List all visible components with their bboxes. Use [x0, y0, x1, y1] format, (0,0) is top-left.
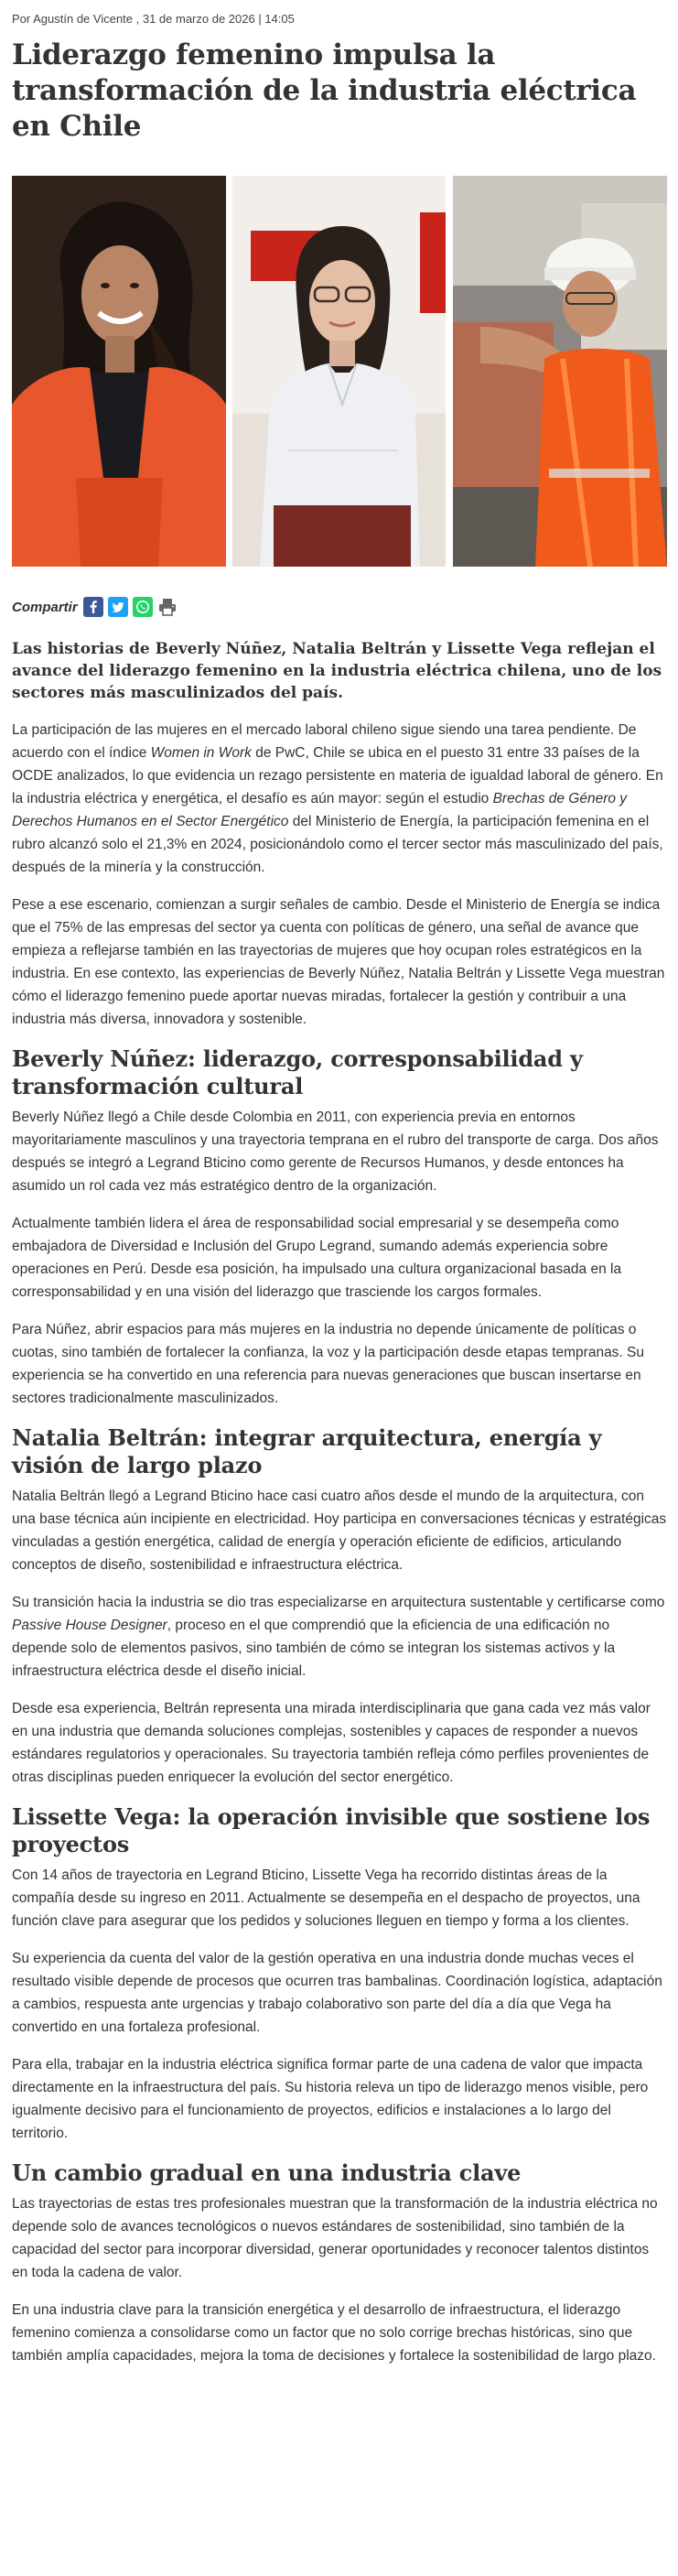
natalia-paragraph-2: Su transición hacia la industria se dio tras especializarse en arquitectura sustentable y certificarse como Passive House Designer, proceso en el que comprendió que la eficiencia de una edificación no depende solo de elementos pasivos, sino también de cómo se integran los sistemas activos y la infraestructura eléctrica desde el diseño inicial.: [12, 1595, 665, 1679]
natalia-paragraph-3: Desde esa experiencia, Beltrán representa una mirada interdisciplinaria que gana cada vez más valor en una industria que demanda soluciones complejas, sostenibles y capaces de responder a nuevos estándares regulatorios y operacionales. Su trayectoria también refleja cómo perfiles provenientes de otras disciplinas pueden enriquecer la evolución del sector energético.: [12, 1701, 651, 1785]
photo-natalia-image: [232, 176, 446, 567]
print-icon[interactable]: [157, 597, 178, 617]
photo-lissette-vega: [453, 176, 667, 567]
emphasis-women-in-work: Women in Work: [150, 745, 252, 761]
article: [12, 0, 667, 2364]
beverly-paragraph-1: Beverly Núñez llegó a Chile desde Colombia en 2011, con experiencia previa en entornos mayoritariamente masculinos y una trayectoria temprana en el rubro del transporte de carga. Dos años después se integró a Legrand Bticino como gerente de Recursos Humanos, y desde entonces ha asumido un rol cada vez más estratégico dentro de la organización.: [12, 1109, 659, 1194]
facebook-icon[interactable]: [83, 597, 103, 617]
article-byline: Por Agustín de Vicente , 31 de marzo de 2026 | 14:05: [12, 12, 295, 26]
beverly-paragraph-2: Actualmente también lidera el área de responsabilidad social empresarial y se desempeña como embajadora de Diversidad e Inclusión del Grupo Legrand, sumando además experiencia sobre operaciones en Perú. Desde esa posición, ha impulsado una cultura organizacional basada en la corresponsabilidad y en una visión del liderazgo que trasciende los cargos formales.: [12, 1216, 622, 1300]
share-label: Compartir: [12, 599, 78, 615]
beverly-paragraph-3: Para Núñez, abrir espacios para más mujeres en la industria no depende únicamente de políticas o cuotas, sino también de fortalecer la confianza, la voz y la participación desde etapas tempranas. Su experiencia se ha convertido en una referencia para nuevas generaciones que buscan insertarse en sectores tradicionalmente masculinizados.: [12, 1322, 645, 1406]
photo-lissette-image: [453, 176, 667, 567]
natalia-paragraph-1: Natalia Beltrán llegó a Legrand Bticino hace casi cuatro años desde el mundo de la arquitectura, con una base técnica aún incipiente en electricidad. Hoy participa en conversaciones técnicas y estratégicas vinculadas a gestión energética, calidad de energía y operación eficiente de edificios, articulando conceptos de diseño, sostenibilidad e infraestructura eléctrica.: [12, 1488, 667, 1573]
cambio-paragraph-2: En una industria clave para la transición energética y el desarrollo de infraestructura, el liderazgo femenino comienza a consolidarse como un factor que no solo corrige brechas históricas, sino que también amplía capacidades, mejora la toma de decisiones y fortalece la sostenibilidad de largo plazo.: [12, 2302, 656, 2364]
emphasis-passive-house: Passive House Designer: [12, 1618, 167, 1633]
twitter-icon[interactable]: [108, 597, 128, 617]
cambio-paragraph-1: Las trayectorias de estas tres profesionales muestran que la transformación de la industria eléctrica no depende solo de avances tecnológicos o nuevos estándares de sostenibilidad, sino también de la capacidad del sector para incorporar diversidad, generar oportunidades y reconocer talentos distintos en toda la cadena de valor.: [12, 2196, 658, 2280]
emphasis-study-title: Brechas de Género y Derechos Humanos en el Sector Energético: [12, 791, 628, 829]
photo-collage: [12, 176, 667, 567]
lissette-paragraph-3: Para ella, trabajar en la industria eléctrica significa formar parte de una cadena de valor que impacta directamente en la infraestructura del país. Su historia releva un tipo de liderazgo menos visible, pero igualmente decisivo para el funcionamiento de proyectos, edificios e instalaciones a lo largo del territorio.: [12, 2057, 649, 2141]
section-heading-lissette: Lissette Vega: la operación invisible que sostiene los proyectos: [12, 1803, 651, 1857]
section-heading-beverly: Beverly Núñez: liderazgo, corresponsabilidad y transformación cultural: [12, 1045, 583, 1099]
share-bar: [12, 596, 182, 618]
lissette-paragraph-2: Su experiencia da cuenta del valor de la gestión operativa en una industria donde muchas veces el resultado visible depende de procesos que ocurren tras bambalinas. Coordinación logística, adaptación a cambios, respuesta ante urgencias y trabajo colaborativo son parte del día a día que Vega ha convertido en una fortaleza profesional.: [12, 1951, 662, 2035]
photo-natalia-beltran: [232, 176, 446, 567]
section-heading-cambio: Un cambio gradual en una industria clave: [12, 2159, 522, 2186]
intro-paragraph-1: La participación de las mujeres en el mercado laboral chileno sigue siendo una tarea pendiente. De acuerdo con el índice Women in Work de PwC, Chile se ubica en el puesto 31 entre 33 países de la OCDE analizados, lo que evidencia un rezago persistente en materia de igualdad laboral de género. En la industria eléctrica y energética, el desafío es aún mayor: según el estudio Brechas de Género y Derechos Humanos en el Sector Energético del Ministerio de Energía, la participación femenina en el rubro alcanzó solo el 21,3% en 2024, posicionándolo como el tercer sector más masculinizado del país, después de la minería y la construcción.: [12, 722, 663, 875]
photo-beverly-image: [12, 176, 226, 567]
whatsapp-icon[interactable]: [133, 597, 153, 617]
article-title: Liderazgo femenino impulsa la transformación de la industria eléctrica en Chile: [12, 38, 637, 143]
photo-beverly-nunez: [12, 176, 226, 567]
article-body: [12, 638, 667, 2382]
article-lead: Las historias de Beverly Núñez, Natalia Beltrán y Lissette Vega reflejan el avance del liderazgo femenino en la industria eléctrica chilena, uno de los sectores más masculinizados del país.: [12, 640, 662, 702]
intro-paragraph-2: Pese a ese escenario, comienzan a surgir señales de cambio. Desde el Ministerio de Energía se indica que el 75% de las empresas del sector ya cuenta con políticas de género, una señal de avance que empieza a reflejarse también en las trayectorias de mujeres que hoy ocupan roles estratégicos en la industria. En ese contexto, las experiencias de Beverly Núñez, Natalia Beltrán y Lissette Vega muestran cómo el liderazgo femenino puede aportar nuevas miradas, fortalecer la gestión y contribuir a una industria más diversa, innovadora y sostenible.: [12, 897, 665, 1027]
lissette-paragraph-1: Con 14 años de trayectoria en Legrand Bticino, Lissette Vega ha recorrido distintas áreas de la compañía desde su ingreso en 2011. Actualmente se desempeña en el despacho de proyectos, una función clave para asegurar que los pedidos y soluciones lleguen en tiempo y forma a los clientes.: [12, 1867, 640, 1929]
section-heading-natalia: Natalia Beltrán: integrar arquitectura, energía y visión de largo plazo: [12, 1424, 602, 1478]
